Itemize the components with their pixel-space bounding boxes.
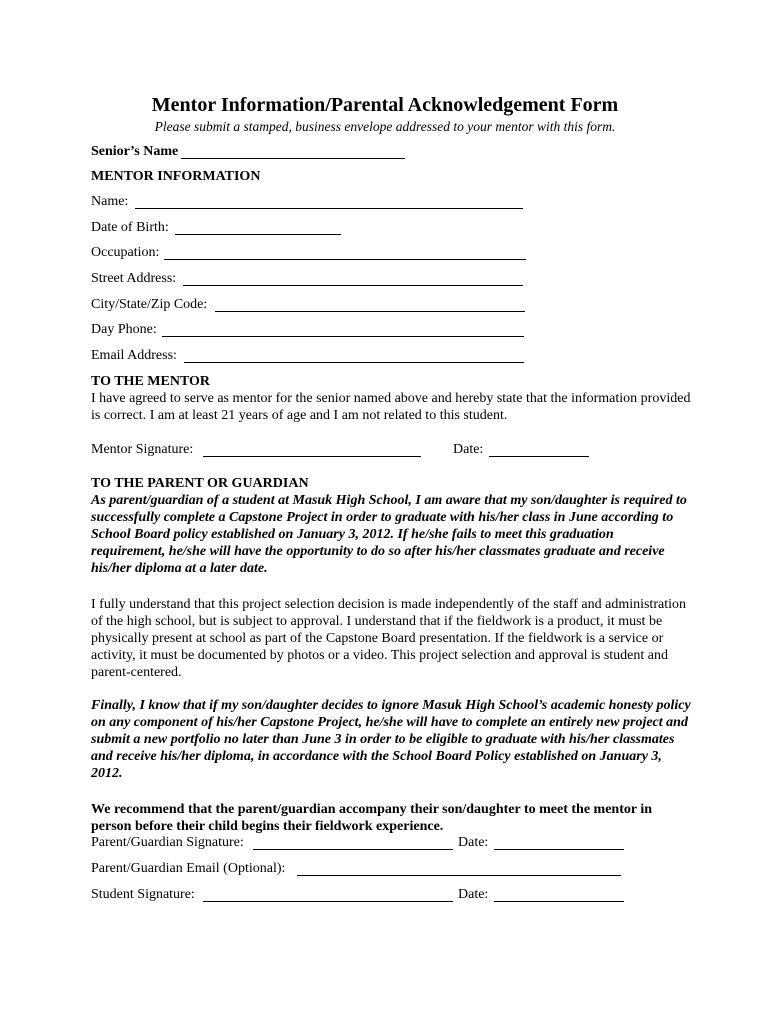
mentor-name-field[interactable] <box>135 194 523 209</box>
mentor-dob-field[interactable] <box>175 220 341 235</box>
parent-email-field[interactable] <box>297 861 621 876</box>
to-mentor-heading: TO THE MENTOR <box>91 374 211 389</box>
parent-date-field[interactable] <box>494 835 624 850</box>
parent-paragraph-2: I fully understand that this project selection decision is made independently of the staff and administration of the high school, but is subject to approval. I understand that if the fieldwork is a product, it must be physically present at school as part of the Capstone Board presentation. If the fieldwork is a service or activity, it must be documented by photos or a video. This project selection and approval is student and parent-centered. <box>91 597 686 680</box>
mentor-occupation-label: Occupation: <box>91 245 160 260</box>
senior-name-field[interactable] <box>181 144 405 159</box>
parent-signature-label: Parent/Guardian Signature: <box>91 835 244 850</box>
mentor-occupation-field[interactable] <box>164 245 526 260</box>
student-signature-label: Student Signature: <box>91 887 195 902</box>
student-signature-field[interactable] <box>203 887 453 902</box>
mentor-info-heading: MENTOR INFORMATION <box>91 169 261 184</box>
form-subtitle: Please submit a stamped, business envelope addressed to your mentor with this form. <box>154 119 616 134</box>
mentor-city-field[interactable] <box>215 297 525 312</box>
to-mentor-text: I have agreed to serve as mentor for the senior named above and hereby state that the information provided is correct. I am at least 21 years of age and I am not related to this student. <box>91 391 691 423</box>
to-parent-heading: TO THE PARENT OR GUARDIAN <box>91 476 309 491</box>
mentor-signature-label: Mentor Signature: <box>91 442 194 457</box>
mentor-name-label: Name: <box>91 194 129 209</box>
parent-date-label: Date: <box>458 835 489 850</box>
parent-paragraph-1: As parent/guardian of a student at Masuk High School, I am aware that my son/daughter is required to successfully complete a Capstone Project in order to graduate with his/her class in June according to School Board policy established on January 3, 2012. If he/she fails to meet this graduation requirement, he/she will have the opportunity to do so after his/her classmates graduate and receive his/her diploma at a later date. <box>91 493 687 576</box>
parent-signature-field[interactable] <box>253 835 453 850</box>
mentor-signature-field[interactable] <box>203 442 421 457</box>
mentor-phone-field[interactable] <box>162 322 524 337</box>
mentor-street-field[interactable] <box>183 271 523 286</box>
mentor-city-label: City/State/Zip Code: <box>91 297 208 312</box>
parent-paragraph-3: Finally, I know that if my son/daughter decides to ignore Masuk High School’s academic honesty policy on any component of his/her Capstone Project, he/she will have to complete an entirely new project and submit a new portfolio no later than June 3 in order to be eligible to graduate with his/her classmates and receive his/her diploma, in accordance with the School Board Policy established on January 3, 2012. <box>91 698 691 781</box>
student-date-label: Date: <box>458 887 489 902</box>
recommend-text: We recommend that the parent/guardian accompany their son/daughter to meet the mentor in person before their child begins their fieldwork experience. <box>91 802 653 834</box>
mentor-date-label: Date: <box>453 442 484 457</box>
parent-email-label: Parent/Guardian Email (Optional): <box>91 861 286 876</box>
mentor-street-label: Street Address: <box>91 271 177 286</box>
mentor-date-field[interactable] <box>489 442 589 457</box>
mentor-dob-label: Date of Birth: <box>91 220 169 235</box>
mentor-phone-label: Day Phone: <box>91 322 157 337</box>
form-title: Mentor Information/Parental Acknowledgement Form <box>151 94 619 116</box>
mentor-email-label: Email Address: <box>91 348 177 363</box>
student-date-field[interactable] <box>494 887 624 902</box>
mentor-email-field[interactable] <box>184 348 524 363</box>
senior-name-label: Senior’s Name <box>91 144 179 159</box>
